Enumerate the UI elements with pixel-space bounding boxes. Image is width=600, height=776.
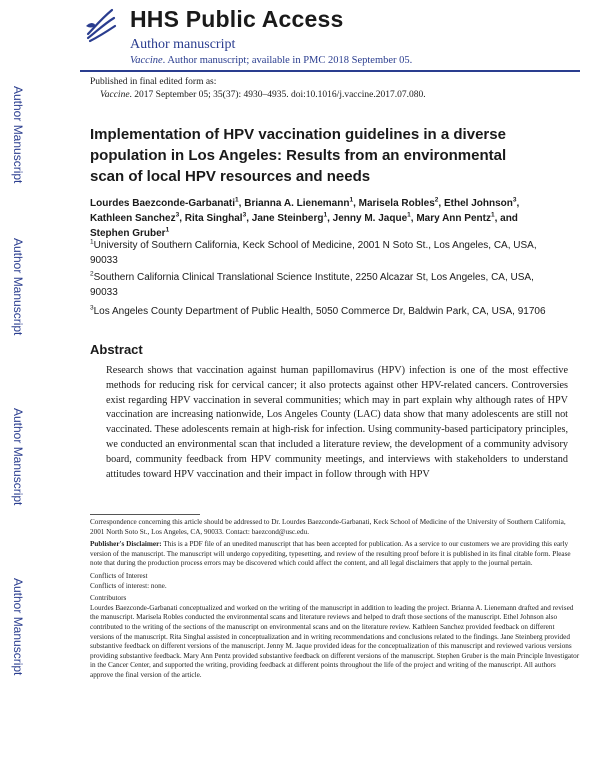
affiliation-number: 2: [90, 270, 94, 278]
author-affiliation-number: 1: [235, 196, 239, 204]
author-name: Ethel Johnson: [443, 198, 513, 209]
disclaimer-label: Publisher's Disclaimer:: [90, 540, 162, 549]
author-entry: Jane Steinberg$^1$,: [251, 211, 333, 224]
author-list: [90, 196, 550, 241]
abstract-text: Research shows that vaccination against human papillomavirus (HPV) infection is one of the most effective methods for reducing risk for cervical cancer; it also protects against other HPV-related cancers. Controversies exist regarding HPV vaccination in several communities; which may in part explain why although rates of HPV vaccination are increasing nationwide, Los Angeles County (LAC) data show that many adolescents are still not vaccinated. These adolescents remain at high-risk for infection. Using community-based participatory principles, we conducted an environmental scan that included a literature review, the development of a community advisory board, community feedback from HPV community meetings, and interviews with stakeholders to understand attitudes toward HPV vaccination and their impact in follow through with HPV: [106, 365, 568, 480]
affiliation-3: [90, 304, 550, 319]
author-affiliation-number: 2: [434, 196, 439, 204]
author-affiliation-number: 3: [175, 211, 180, 219]
contributors-text: Lourdes Baezconde-Garbanati conceptualized and worked on the writing of the manuscript in addition to leading the project. Brianna A. Lienemann drafted and revised the manuscript. Marisela Robles conducted the environmental scans and literature reviews and helped to draft those sections of the manuscript. Ethel Johnson also contributed to the writing of the sections of the manuscript on environmental scans and on the literature review. Kathleen Sanchez provided feedback on different versions of the manuscript. Rita Singhal assisted in conceptualization and in writing recommendations and conclusions related to the findings. Jane Steinberg provided substantive feedback on different versions of the manuscript. Jenny M. Jaque provided ideas for the conceptualization of this manuscript and reviewed various versions providing substantive feedback. Mary Ann Pentz provided substantive feedback on different versions of the manuscript. Stephen Gruber is the main Principle Investigator in the Cancer Center, and supported the writing, providing feedback at different points throughout the life of the project and writing of the manuscript. All authors approve the final version of the article.: [90, 603, 580, 679]
author-name: Marisela Robles: [358, 198, 435, 209]
author-name: Lourdes Baezconde-Garbanati: [90, 198, 236, 209]
affiliation-text: Southern California Clinical Translational Science Institute, 2250 Alcazar St, Los Angeles, CA, USA, 90033: [90, 272, 534, 298]
author-affiliation-number: 1: [165, 226, 170, 234]
hhs-eagle-logo-icon: [80, 4, 120, 44]
citation-details: . 2017 September 05; 35(37): 4930–4935. doi:10.1016/j.vaccine.2017.07.080.: [129, 90, 426, 100]
disclaimer-text: This is a PDF file of an unedited manuscript that has been accepted for publication. As a service to our customers we are providing this early version of the manuscript. The manuscript will undergo copyediting, typesetting, and review of the resulting proof before it is published in its final citable form. Please note that during the production process errors may be discovered which could affect the content, and all legal disclaimers that apply to the journal pertain.: [90, 540, 571, 568]
affiliation-text: Los Angeles County Department of Public Health, 5050 Commerce Dr, Baldwin Park, CA, USA, 91706: [93, 306, 546, 317]
author-name: Stephen Gruber: [90, 228, 166, 239]
citation-journal: Vaccine: [100, 90, 130, 100]
citation: [90, 89, 426, 102]
side-label-author-manuscript: Author Manuscript: [11, 408, 25, 506]
journal-name: Vaccine: [130, 55, 163, 66]
author-affiliation-number: 3: [242, 211, 247, 219]
author-name: Mary Ann Pentz: [416, 213, 491, 224]
correspondence-note: Correspondence concerning this article should be addressed to Dr. Lourdes Baezconde-Garbanati, Keck School of Medicine of the University of Southern California, 2001 North Soto St., Los Angeles, CA, 90033. Contact: baezcond@usc.edu.: [90, 518, 566, 536]
footnotes: [90, 518, 580, 684]
author-entry: Marisela Robles$^2$,: [358, 196, 444, 209]
author-entry: Ethel Johnson$^3$,: [443, 196, 520, 209]
header-divider: [80, 70, 580, 72]
author-manuscript-label: Author manuscript: [130, 37, 236, 52]
hhs-public-access-title: HHS Public Access: [130, 6, 344, 32]
abstract-heading: Abstract: [90, 342, 143, 357]
journal-availability-line: [130, 55, 412, 66]
author-affiliation-number: 1: [323, 211, 328, 219]
published-label: Published in final edited form as:: [90, 77, 217, 87]
author-entry: Mary Ann Pentz$^1$, and: [416, 211, 518, 224]
side-label-author-manuscript: Author Manuscript: [11, 86, 25, 184]
affiliation-number: 3: [90, 304, 94, 312]
author-name: Jane Steinberg: [251, 213, 324, 224]
published-info: [90, 76, 426, 102]
author-affiliation-number: 3: [512, 196, 517, 204]
author-entry: Kathleen Sanchez$^3$,: [90, 211, 185, 224]
author-name: Jenny M. Jaque: [332, 213, 408, 224]
affiliation-2: [90, 270, 550, 300]
publisher-disclaimer: [90, 540, 580, 569]
author-name: Kathleen Sanchez: [90, 213, 176, 224]
affiliation-number: 1: [90, 238, 94, 246]
side-label-author-manuscript: Author Manuscript: [11, 578, 25, 676]
author-affiliation-number: 1: [349, 196, 354, 204]
author-entry: Brianna A. Lienemann$^1$,: [244, 196, 359, 209]
author-entry: Rita Singhal$^3$,: [184, 211, 252, 224]
author-name: Brianna A. Lienemann: [244, 198, 350, 209]
affiliation-1: [90, 238, 550, 268]
author-affiliation-number: 1: [407, 211, 411, 219]
coi-heading: Conflicts of Interest: [90, 571, 148, 580]
affiliation-text: University of Southern California, Keck School of Medicine, 2001 N Soto St., Los Angeles, CA, USA, 90033: [90, 240, 537, 266]
coi-text: Conflicts of interest: none.: [90, 581, 167, 590]
footnote-divider: [90, 514, 200, 515]
availability-text: . Author manuscript; available in PMC 2018 September 05.: [162, 55, 413, 66]
author-entry: Lourdes Baezconde-Garbanati$^1$,: [90, 196, 245, 209]
article-title: Implementation of HPV vaccination guidelines in a diverse population in Los Angeles: Results from an environmental scan of local HPV resources and needs: [90, 126, 507, 185]
author-name: Rita Singhal: [184, 213, 243, 224]
contributors-heading: Contributors: [90, 594, 127, 603]
side-label-author-manuscript: Author Manuscript: [11, 238, 25, 336]
author-affiliation-number: 1: [490, 211, 495, 219]
author-entry: Jenny M. Jaque$^1$,: [332, 211, 417, 224]
